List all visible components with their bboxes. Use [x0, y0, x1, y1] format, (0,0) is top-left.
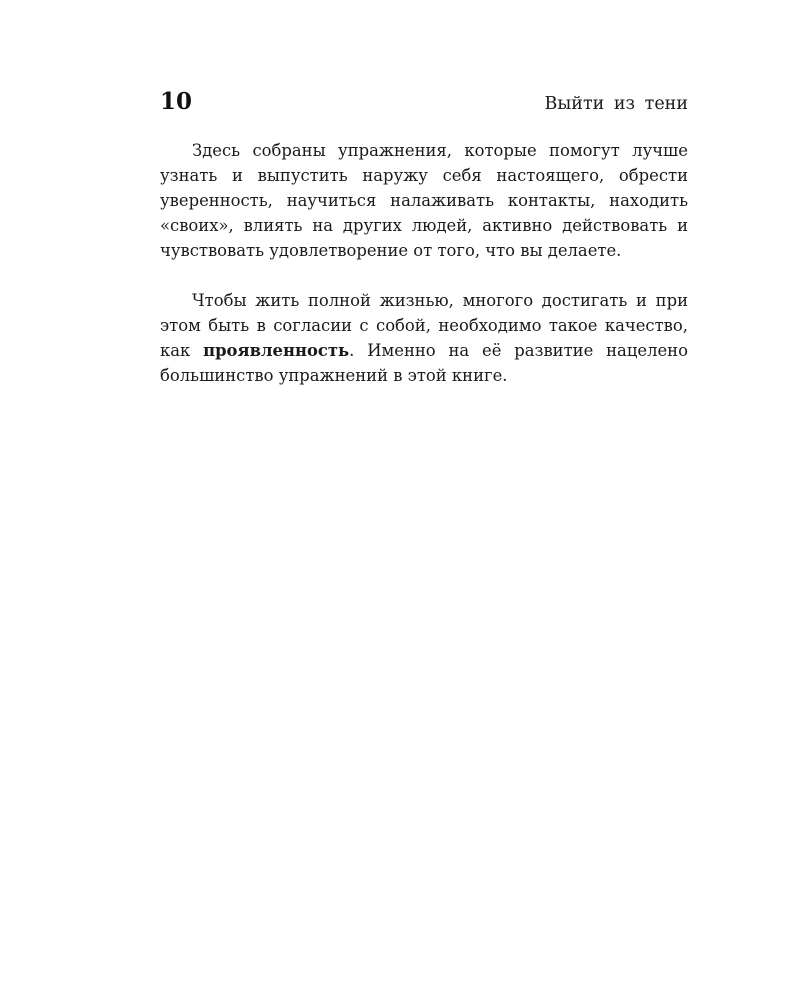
- paragraph-2-text-after: . Именно на её развитие нацелено большинство упражнений в этой книге.: [160, 341, 688, 385]
- paragraph-2: [160, 288, 688, 388]
- book-title: Выйти из тени: [544, 94, 688, 114]
- page-number: 10: [160, 88, 193, 115]
- book-page: [160, 88, 688, 388]
- running-header: [160, 88, 688, 122]
- paragraph-2-text-before: Чтобы жить полной жизнью, многого достигать и при этом быть в согласии с собой, необходимо такое качество, как: [160, 291, 688, 360]
- emphasized-term: проявленность: [203, 341, 350, 360]
- paragraph-1: Здесь собраны упражнения, которые помогут лучше узнать и выпустить наружу себя настоящего, обрести уверенность, научиться налаживать контакты, находить «своих», влиять на других людей, активно действовать и чувствовать удовлетворение от того, что вы делаете.: [160, 141, 688, 260]
- body-text: [160, 138, 688, 388]
